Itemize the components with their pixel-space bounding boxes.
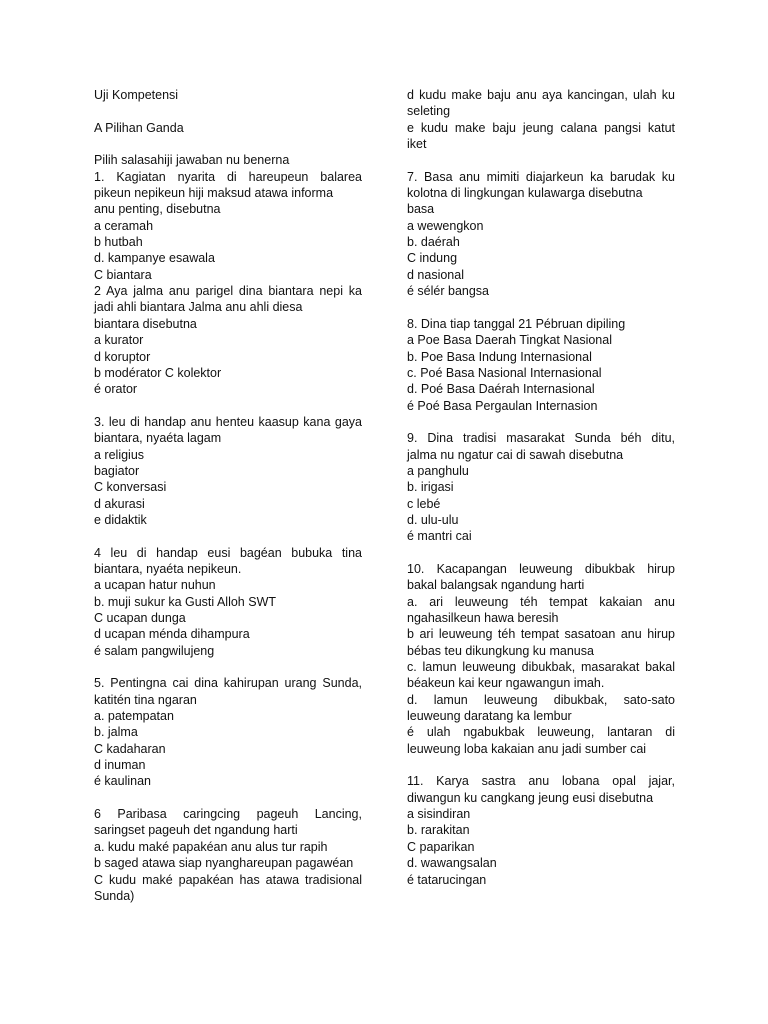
text-line: jadi ahli biantara Jalma anu ahli diesa <box>94 300 303 315</box>
text-line: é mantri cai <box>407 529 472 544</box>
text-line: seleting <box>407 104 451 119</box>
text-line: d ucapan ménda dihampura <box>94 627 250 642</box>
text-line: ngahasilkeun hawa beresih <box>407 611 559 625</box>
text-line: e didaktik <box>94 512 147 527</box>
blank-line <box>407 545 675 561</box>
text-line: 3. leu di handap anu henteu kaasup kana gaya <box>94 414 362 429</box>
text-line: 10. Kacapangan leuweung dibukbak hirup <box>407 561 675 576</box>
text-line: C konversasi <box>94 480 167 495</box>
text-line: d nasional <box>407 267 464 282</box>
text-line: a panghulu <box>407 463 469 478</box>
text-line: a. kudu maké papakéan anu alus tur rapih <box>94 839 328 854</box>
text-line: C kudu maké papakéan has atawa tradisional <box>94 872 362 887</box>
text-line: saringset pageuh det ngandung harti <box>94 823 298 838</box>
text-line: 6 Paribasa caringcing pageuh Lancing, <box>94 807 362 822</box>
text-line: kolotna di lingkungan kulawarga disebutna <box>407 186 643 201</box>
text-line: e kudu make baju jeung calana pangsi katut <box>407 120 675 135</box>
text-line: diwangun ku cangkang jeung eusi disebutna <box>407 790 654 805</box>
blank-line <box>407 414 675 430</box>
text-line: d. ulu-ulu <box>407 512 459 527</box>
text-line: a religius <box>94 447 145 462</box>
text-line: 7. Basa anu mimiti diajarkeun ka barudak ku <box>407 169 675 184</box>
blank-line <box>94 103 362 119</box>
text-line: é kaulinan <box>94 774 151 789</box>
text-line: d. lamun leuweung dibukbak, sato-sato <box>407 692 675 707</box>
text-line: a sisindiran <box>407 807 471 822</box>
text-line: bagiator <box>94 463 140 478</box>
text-line: b ari leuweung téh tempat sasatoan anu hirup <box>407 627 675 642</box>
text-line: 4 leu di handap eusi bagéan bubuka tina <box>94 545 362 560</box>
text-line: C paparikan <box>407 839 475 854</box>
text-line: jalma nu ngatur cai di sawah disebutna <box>407 447 624 462</box>
blank-line <box>94 659 362 675</box>
text-line: Uji Kompetensi <box>94 88 179 102</box>
text-line: c. Poé Basa Nasional Internasional <box>407 365 602 380</box>
text-line: Pilih salasahiji jawaban nu benerna <box>94 153 290 168</box>
text-line: A Pilihan Ganda <box>94 120 184 135</box>
text-line: b. daérah <box>407 235 460 250</box>
text-line: pikeun nepikeun hiji maksud atawa informa <box>94 186 334 201</box>
text-line: b. Poe Basa Indung Internasional <box>407 349 592 364</box>
text-line: d kudu make baju anu aya kancingan, ulah ku <box>407 88 675 102</box>
text-line: é tatarucingan <box>407 872 487 887</box>
text-line: C indung <box>407 251 458 266</box>
text-line: c lebé <box>407 496 441 511</box>
text-line: 1. Kagiatan nyarita di hareupeun balarea <box>94 169 362 184</box>
text-line: b. muji sukur ka Gusti Alloh SWT <box>94 594 277 609</box>
text-line: d. kampanye esawala <box>94 251 215 266</box>
text-line: a ceramah <box>94 218 154 233</box>
blank-line <box>94 398 362 414</box>
text-line: é ulah ngabukbak leuweung, lantaran di <box>407 725 675 740</box>
text-line: a. ari leuweung téh tempat kakaian anu <box>407 594 675 609</box>
left-text-column <box>94 87 362 904</box>
text-line: d akurasi <box>94 496 145 511</box>
text-line: 9. Dina tradisi masarakat Sunda béh ditu, <box>407 431 675 446</box>
text-line: 8. Dina tiap tanggal 21 Pébruan dipiling <box>407 316 626 331</box>
text-line: C kadaharan <box>94 741 166 756</box>
text-line: 5. Pentingna cai dina kahirupan urang Sunda, <box>94 676 362 691</box>
text-line: Sunda) <box>94 888 135 903</box>
text-line: a wewengkon <box>407 218 484 233</box>
blank-line <box>407 299 675 315</box>
text-line: leuweung loba kakaian anu jadi sumber cai <box>407 741 647 756</box>
text-line: d. Poé Basa Daérah Internasional <box>407 382 595 397</box>
text-line: b. rarakitan <box>407 823 470 838</box>
blank-line <box>94 790 362 806</box>
text-line: d inuman <box>94 758 146 773</box>
text-line: a kurator <box>94 333 144 348</box>
text-line: é sélér bangsa <box>407 284 490 299</box>
text-line: basa <box>407 202 435 217</box>
text-line: iket <box>407 137 427 152</box>
text-line: é salam pangwilujeng <box>94 643 215 658</box>
text-line: katitén tina ngaran <box>94 692 197 707</box>
text-line: C biantara <box>94 267 152 282</box>
text-line: béakeun kai keur ngawangun imah. <box>407 676 605 691</box>
text-line: é orator <box>94 382 138 397</box>
right-text-column <box>407 87 675 888</box>
text-line: biantara disebutna <box>94 316 197 331</box>
text-line: biantara, nyaéta lagam <box>94 431 222 446</box>
text-line: anu penting, disebutna <box>94 202 221 217</box>
text-line: bébas teu dikungkung ku manusa <box>407 643 594 658</box>
text-line: b hutbah <box>94 235 143 250</box>
text-line: a. patempatan <box>94 709 174 724</box>
text-line: a Poe Basa Daerah Tingkat Nasional <box>407 333 612 348</box>
text-line: d. wawangsalan <box>407 856 497 871</box>
blank-line <box>407 152 675 168</box>
blank-line <box>94 136 362 152</box>
text-line: b. irigasi <box>407 480 454 495</box>
text-line: leuweung daratang ka lembur <box>407 709 572 724</box>
text-line: 11. Karya sastra anu lobana opal jajar, <box>407 774 675 789</box>
text-line: C ucapan dunga <box>94 611 186 625</box>
text-line: b modérator C kolektor <box>94 365 222 380</box>
text-line: d koruptor <box>94 349 151 364</box>
blank-line <box>94 528 362 544</box>
text-line: bakal balangsak ngandung harti <box>407 578 585 593</box>
text-line: a ucapan hatur nuhun <box>94 578 216 593</box>
text-line: b. jalma <box>94 725 138 740</box>
text-line: b saged atawa siap nyanghareupan pagawéan <box>94 856 354 871</box>
text-line: é Poé Basa Pergaulan Internasion <box>407 398 598 413</box>
blank-line <box>407 757 675 773</box>
text-line: 2 Aya jalma anu parigel dina biantara nepi ka <box>94 284 362 299</box>
text-line: biantara, nyaéta nepikeun. <box>94 561 242 576</box>
text-line: c. lamun leuweung dibukbak, masarakat bakal <box>407 660 675 675</box>
